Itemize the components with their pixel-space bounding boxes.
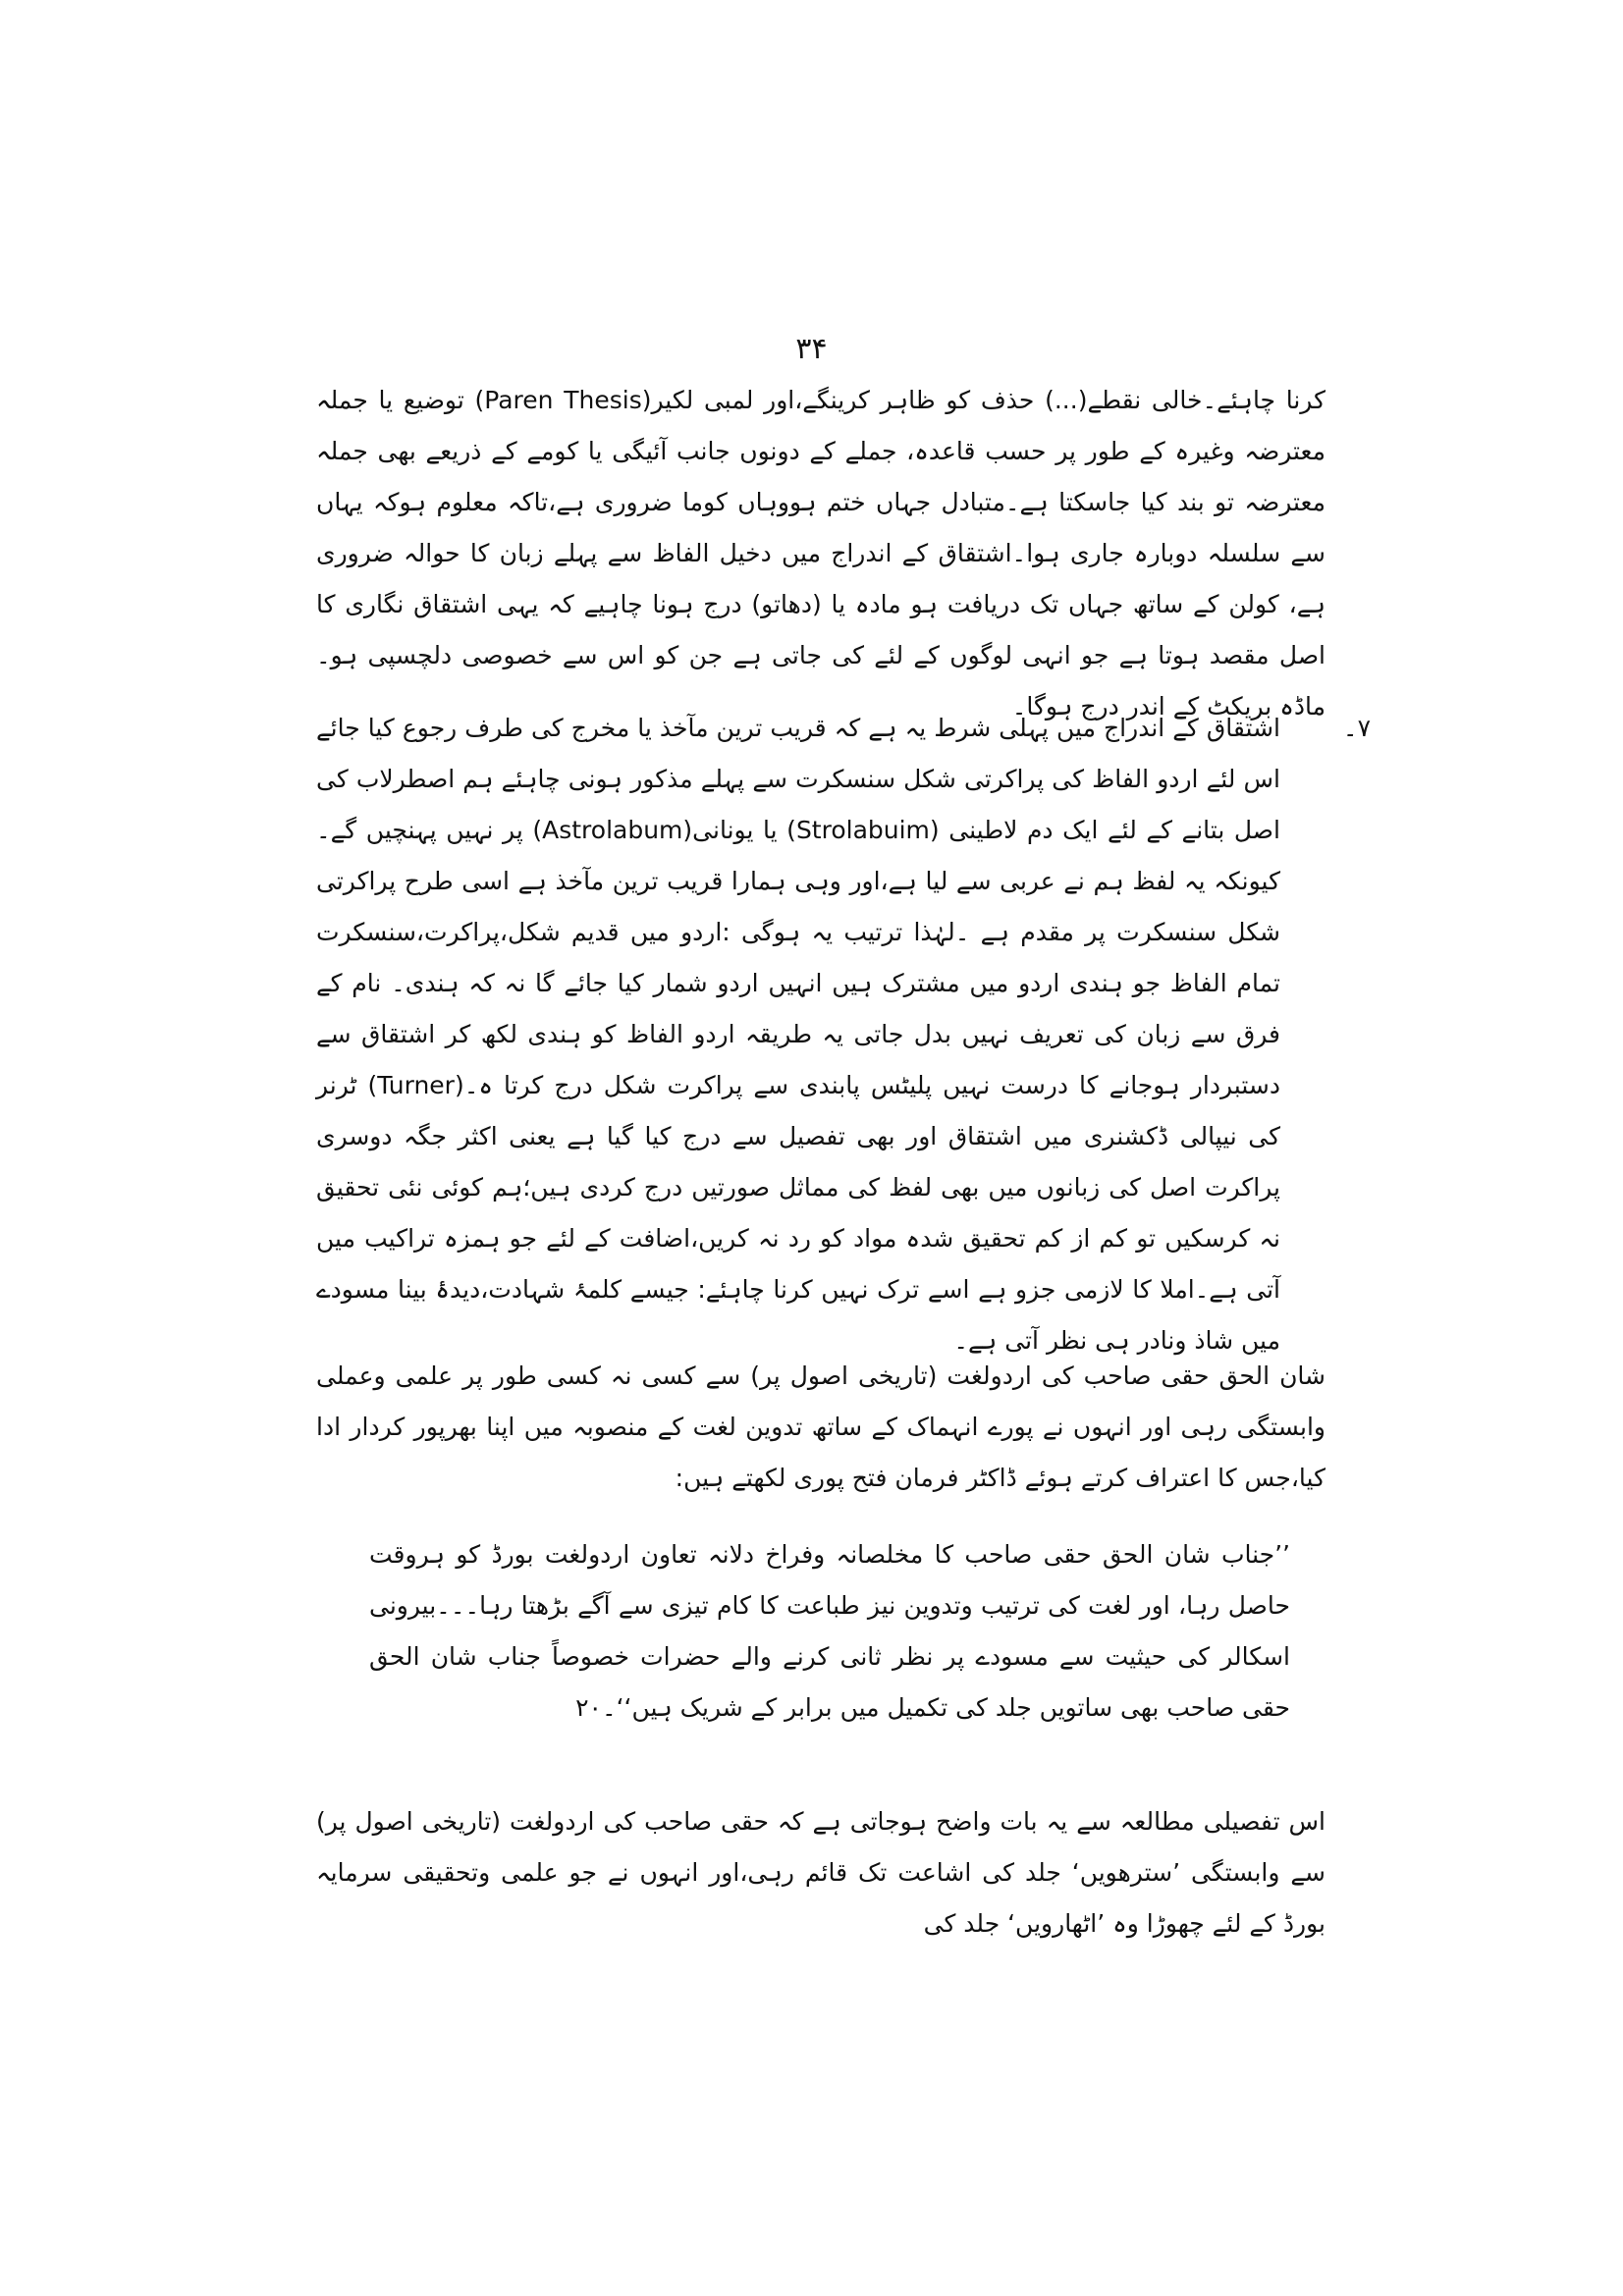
block-quote <box>369 1529 1290 1783</box>
paragraph-3-text: شان الحق حقی صاحب کی اردولغت (تاریخی اصول پر) سے کسی نہ کسی طور پر علمی وعملی وابستگی رہی اور انہوں نے پورے انہماک کے ساتھ تدوین لغت کے منصوبہ میں اپنا بھرپور کردار ادا کیا،جس کا اعتراف کرتے ہوئے ڈاکٹر فرمان فتح پوری لکھتے ہیں: <box>316 1362 1325 1492</box>
paragraph-4 <box>316 1796 1325 1938</box>
paragraph-4-text: اس تفصیلی مطالعہ سے یہ بات واضح ہوجاتی ہے کہ حقی صاحب کی اردولغت (تاریخی اصول پر) سے وابستگی ’سترھویں‘ جلد کی اشاعت تک قائم رہی،اور انہوں نے جو علمی وتحقیقی سرمایہ بورڈ کے لئے چھوڑا وہ ’اٹھارویں‘ جلد کی <box>316 1807 1325 1938</box>
paragraph-1-text: کرنا چاہئے۔خالی نقطے(...) حذف کو ظاہر کرینگے،اور لمبی لکیر(Paren Thesis) توضیع یا جملہ معترضہ وغیرہ کے طور پر حسب قاعدہ، جملے کے دونوں جانب آئیگی یا کومے کے ذریعے بھی جملہ معترضہ تو بند کیا جاسکتا ہے۔متبادل جہاں ختم ہووہاں کوما ضروری ہے،تاکہ معلوم ہوکہ یہاں سے سلسلہ دوبارہ جاری ہوا۔اشتقاق کے اندراج میں دخیل الفاظ سے پہلے زبان کا حوالہ ضروری ہے، کولن کے ساتھ جہاں تک دریافت ہو مادہ یا (دھاتو) درج ہونا چاہیے کہ یہی اشتقاق نگاری کا اصل مقصد ہوتا ہے جو انہی لوگوں کے لئے کی جاتی ہے جن کو اس سے خصوصی دلچسپی ہو۔ماڈہ بریکٹ کے اندر درج ہوگا۔ <box>316 386 1326 721</box>
paragraph-2-body <box>316 703 1371 1366</box>
paragraph-3 <box>316 1351 1325 1512</box>
paragraph-1 <box>316 375 1326 721</box>
page-number: ۳۴ <box>795 332 828 366</box>
paragraph-numbered-7 <box>316 703 1371 1355</box>
block-quote-text: ’’جناب شان الحق حقی صاحب کا مخلصانہ وفراخ دلانہ تعاون اردولغت بورڈ کو ہروقت حاصل رہا، اور لغت کی ترتیب وتدوین نیز طباعت کا کام تیزی سے آگے بڑھتا رہا۔۔۔بیرونی اسکالر کی حیثیت سے مسودے پر نظر ثانی کرنے والے حضرات خصوصاً جناب شان الحق حقی صاحب بھی ساتویں جلد کی تکمیل میں برابر کے شریک ہیں‘‘۔۲۰ <box>369 1540 1290 1722</box>
item-number: ۷۔ <box>1342 714 1371 742</box>
paragraph-2-text: اشتقاق کے اندراج میں پہلی شرط یہ ہے کہ قریب ترین مآخذ یا مخرج کی طرف رجوع کیا جائے اس لئے اردو الفاظ کی پراکرتی شکل سنسکرت سے پہلے مذکور ہونی چاہئے ہم اصطرلاب کی اصل بتانے کے لئے ایک دم لاطینی (Strolabuim) یا یونانی(Astrolabum) پر نہیں پہنچیں گے۔ کیونکہ یہ لفظ ہم نے عربی سے لیا ہے،اور وہی ہمارا قریب ترین مآخذ ہے اسی طرح پراکرتی شکل سنسکرت پر مقدم ہے ۔لہٰذا ترتیب یہ ہوگی :اردو میں قدیم شکل،پراکرت،سنسکرت تمام الفاظ جو ہندی اردو میں مشترک ہیں انہیں اردو شمار کیا جائے گا نہ کہ ہندی۔ نام کے فرق سے زبان کی تعریف نہیں بدل جاتی یہ طریقہ اردو الفاظ کو ہندی لکھ کر اشتقاق سے دستبردار ہوجانے کا درست نہیں پلیٹس پابندی سے پراکرت شکل درج کرتا ہ۔(Turner) ٹرنر کی نیپالی ڈکشنری میں اشتقاق اور بھی تفصیل سے درج کیا گیا ہے یعنی اکثر جگہ دوسری پراکرت اصل کی زبانوں میں بھی لفظ کی مماثل صورتیں درج کردی ہیں؛ہم کوئی نئی تحقیق نہ کرسکیں تو کم از کم تحقیق شدہ مواد کو رد نہ کریں،اضافت کے لئے جو ہمزہ تراکیب میں آتی ہے۔املا کا لازمی جزو ہے اسے ترک نہیں کرنا چاہئے: جیسے کلمۂ شہادت،دیدۂ بینا مسودے میں شاذ ونادر ہی نظر آتی ہے۔ <box>316 714 1280 1355</box>
